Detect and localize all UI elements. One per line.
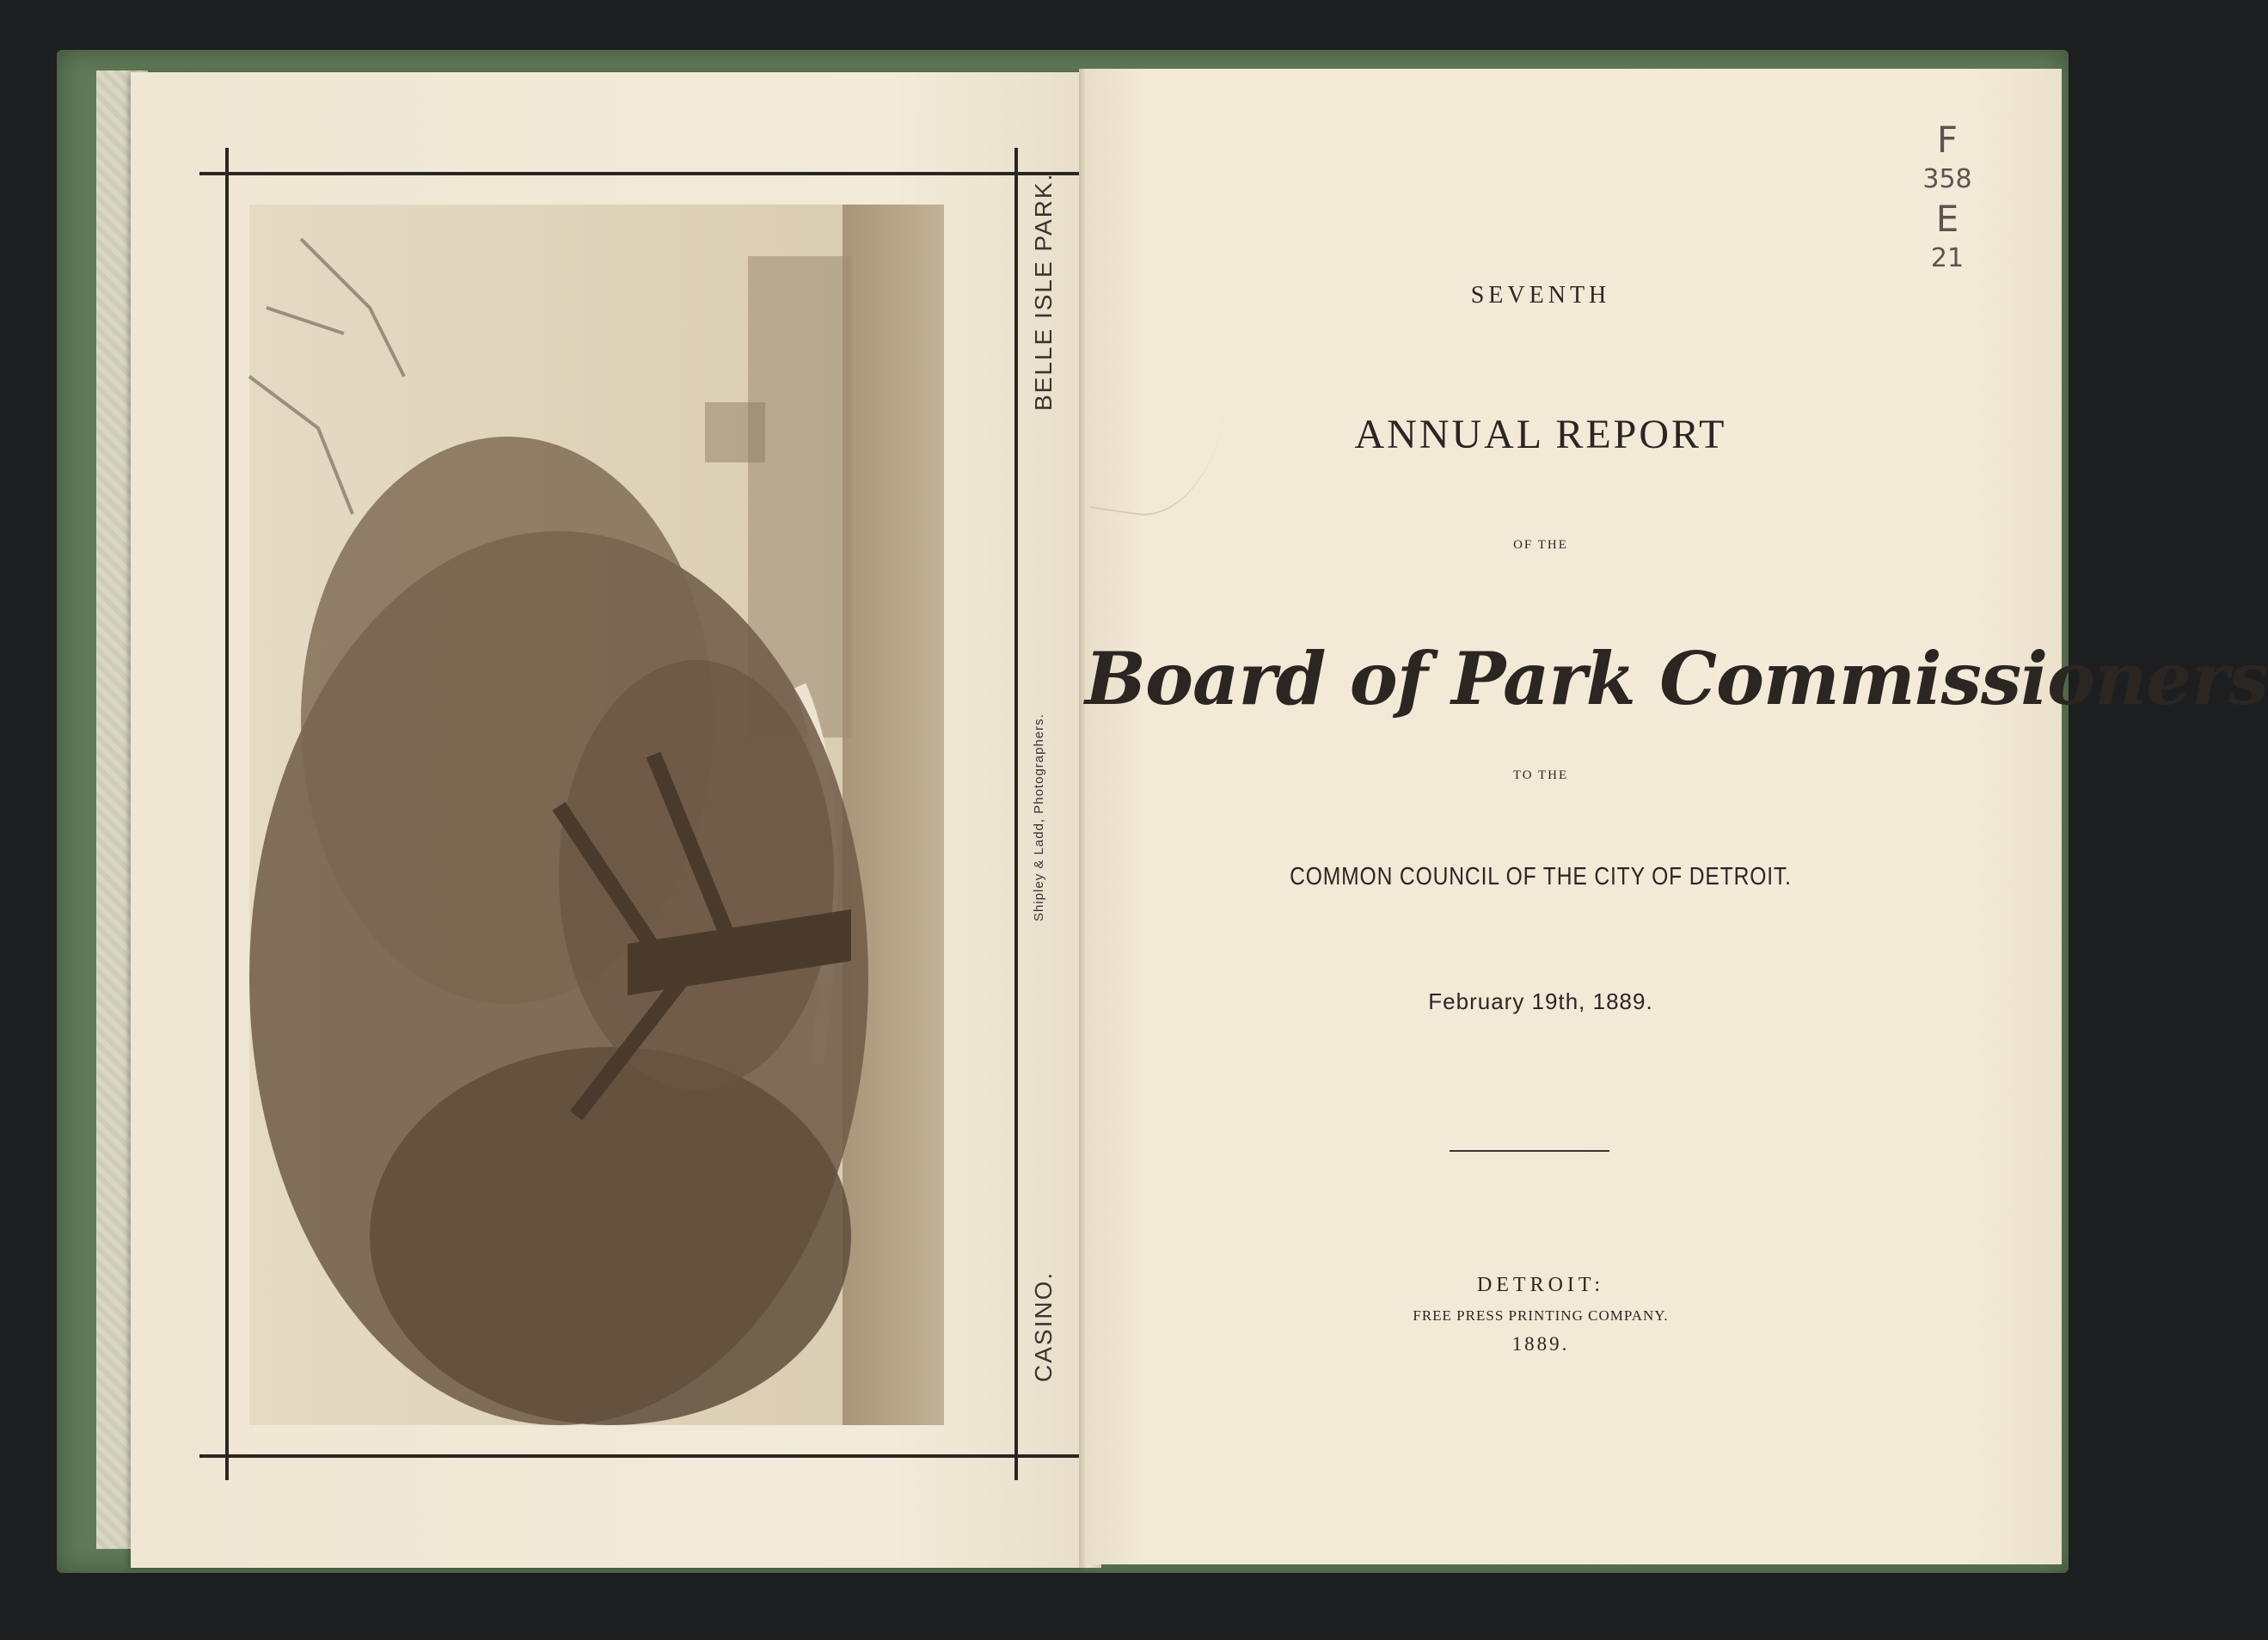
frame-line-top: [199, 172, 1085, 175]
caption-belle-isle-park: BELLE ISLE PARK.: [1030, 172, 1057, 411]
ordinal: SEVENTH: [1470, 282, 1611, 309]
call-number-line-1: F: [1936, 119, 1958, 161]
imprint-city: DETROIT:: [1476, 1274, 1605, 1296]
call-number-line-2: 358: [1922, 164, 1972, 194]
report-date: February 19th, 1889.: [1428, 988, 1653, 1014]
imprint-printer: FREE PRESS PRINTING COMPANY.: [1413, 1307, 1669, 1324]
frame-line-right: [1014, 148, 1018, 1480]
call-number-line-3: E: [1935, 198, 1959, 240]
imprint-year: 1889.: [1511, 1333, 1570, 1355]
board-name: Board of Park Commissioners: [1085, 636, 2268, 721]
frame-line-left: [225, 148, 229, 1480]
of-the: OF THE: [1513, 538, 1568, 552]
casino-photograph: [249, 205, 944, 1425]
title-page-content: [1085, 69, 2268, 1564]
caption-casino: CASINO.: [1030, 1270, 1057, 1382]
to-the: TO THE: [1512, 768, 1569, 782]
photographer-credit: Shipley & Ladd, Photographers.: [1032, 713, 1046, 921]
pencil-call-number: [1917, 120, 1977, 278]
report-title: ANNUAL REPORT: [1354, 412, 1727, 457]
council: COMMON COUNCIL OF THE CITY OF DETROIT.: [1290, 863, 1792, 890]
frame-line-bottom: [199, 1454, 1085, 1458]
divider-rule: [1450, 1150, 1609, 1152]
call-number-line-4: 21: [1930, 243, 1965, 273]
